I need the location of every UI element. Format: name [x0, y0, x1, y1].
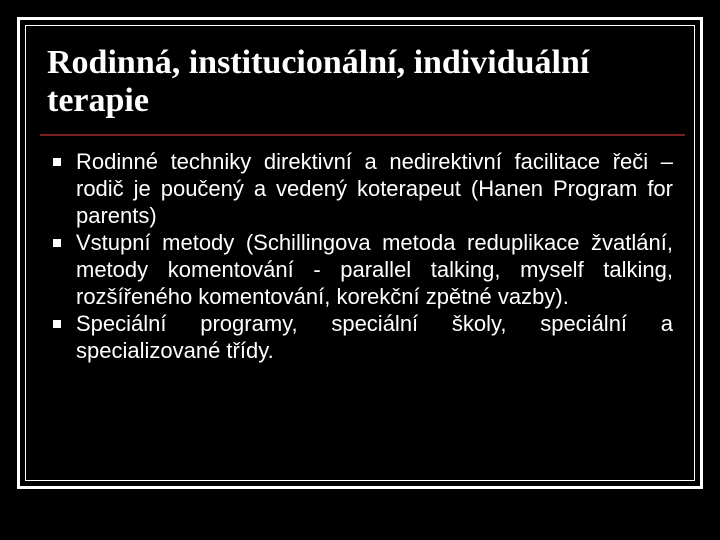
- bullet-item-input-methods: [48, 229, 673, 310]
- title-divider: [40, 134, 685, 136]
- bullet-text: Speciální programy, speciální školy, speciální a specializované třídy.: [76, 311, 673, 363]
- square-bullet-icon: [53, 239, 61, 247]
- bullet-item-family-techniques: [48, 148, 673, 229]
- square-bullet-icon: [53, 320, 61, 328]
- bullet-text: Rodinné techniky direktivní a nedirektivní facilitace řeči – rodič je poučený a vedený koterapeut (Hanen Program for parents): [76, 149, 673, 228]
- bullet-item-special-programs: [48, 310, 673, 364]
- bullet-text: Vstupní metody (Schillingova metoda reduplikace žvatlání, metody komentování - parallel talking, myself talking, rozšířeného komentování, korekční zpětné vazby).: [76, 230, 673, 309]
- square-bullet-icon: [53, 158, 61, 166]
- bullet-list: [48, 148, 673, 364]
- slide-title: Rodinná, institucionální, individuální terapie: [47, 44, 590, 119]
